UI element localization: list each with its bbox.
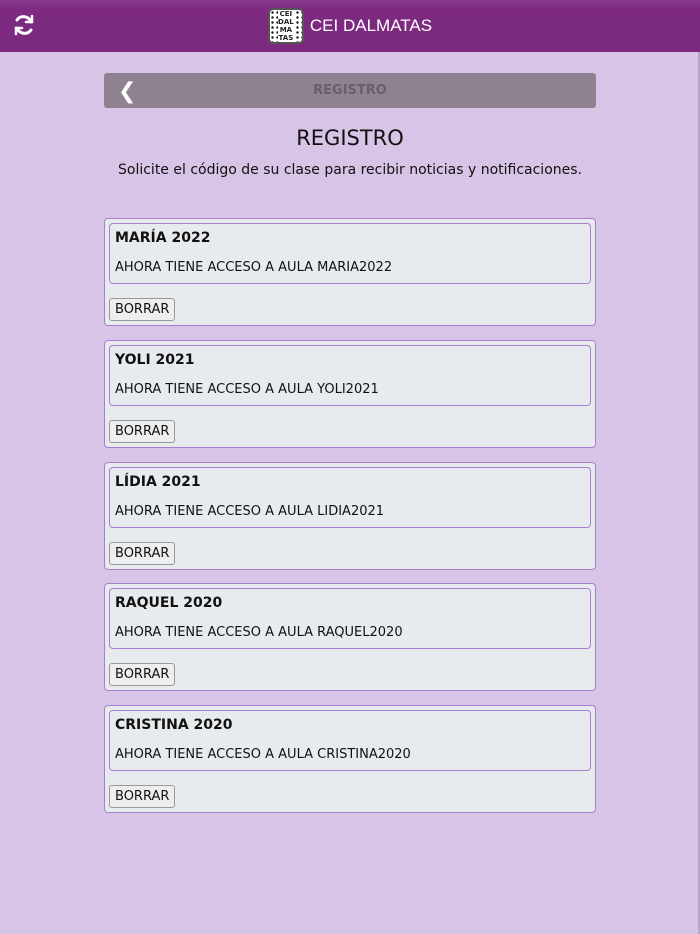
class-name: MARÍA 2022 [115,230,211,246]
class-name: RAQUEL 2020 [115,595,223,612]
class-access-message: AHORA TIENE ACCESO A AULA LIDIA2021 [115,503,385,519]
class-info [109,588,591,649]
nav-title: REGISTRO [313,83,387,98]
class-access-message: AHORA TIENE ACCESO A AULA CRISTINA2020 [115,747,411,762]
delete-button[interactable]: BORRAR [109,785,175,808]
class-card [104,218,596,326]
class-name: LÍDIA 2021 [115,473,201,490]
class-access-message: AHORA TIENE ACCESO A AULA YOLI2021 [115,381,379,397]
class-name: YOLI 2021 [115,351,195,368]
class-card [104,340,596,448]
app-title: CEI DALMATAS [309,16,433,35]
class-card [104,583,596,691]
delete-button[interactable]: BORRAR [109,298,175,321]
nav-bar [104,73,596,108]
class-info [109,710,591,771]
class-info [109,223,591,284]
class-info [109,467,591,528]
page-subtitle: Solicite el código de su clase para recibir noticias y notificaciones. [118,162,582,178]
class-info [109,345,591,406]
class-card [104,462,596,570]
page-title: REGISTRO [296,126,404,150]
class-name: CRISTINA 2020 [115,717,233,733]
back-chevron-icon[interactable]: ❮ [118,79,137,104]
class-access-message: AHORA TIENE ACCESO A AULA RAQUEL2020 [115,625,403,641]
delete-button[interactable]: BORRAR [109,420,175,443]
delete-button[interactable]: BORRAR [109,663,175,686]
class-access-message: AHORA TIENE ACCESO A AULA MARIA2022 [115,260,393,275]
app-header [0,0,700,52]
delete-button[interactable]: BORRAR [109,542,175,565]
class-card [104,705,596,813]
app-logo: CEI DAL MA TAS [268,8,304,44]
refresh-icon[interactable] [12,13,36,37]
